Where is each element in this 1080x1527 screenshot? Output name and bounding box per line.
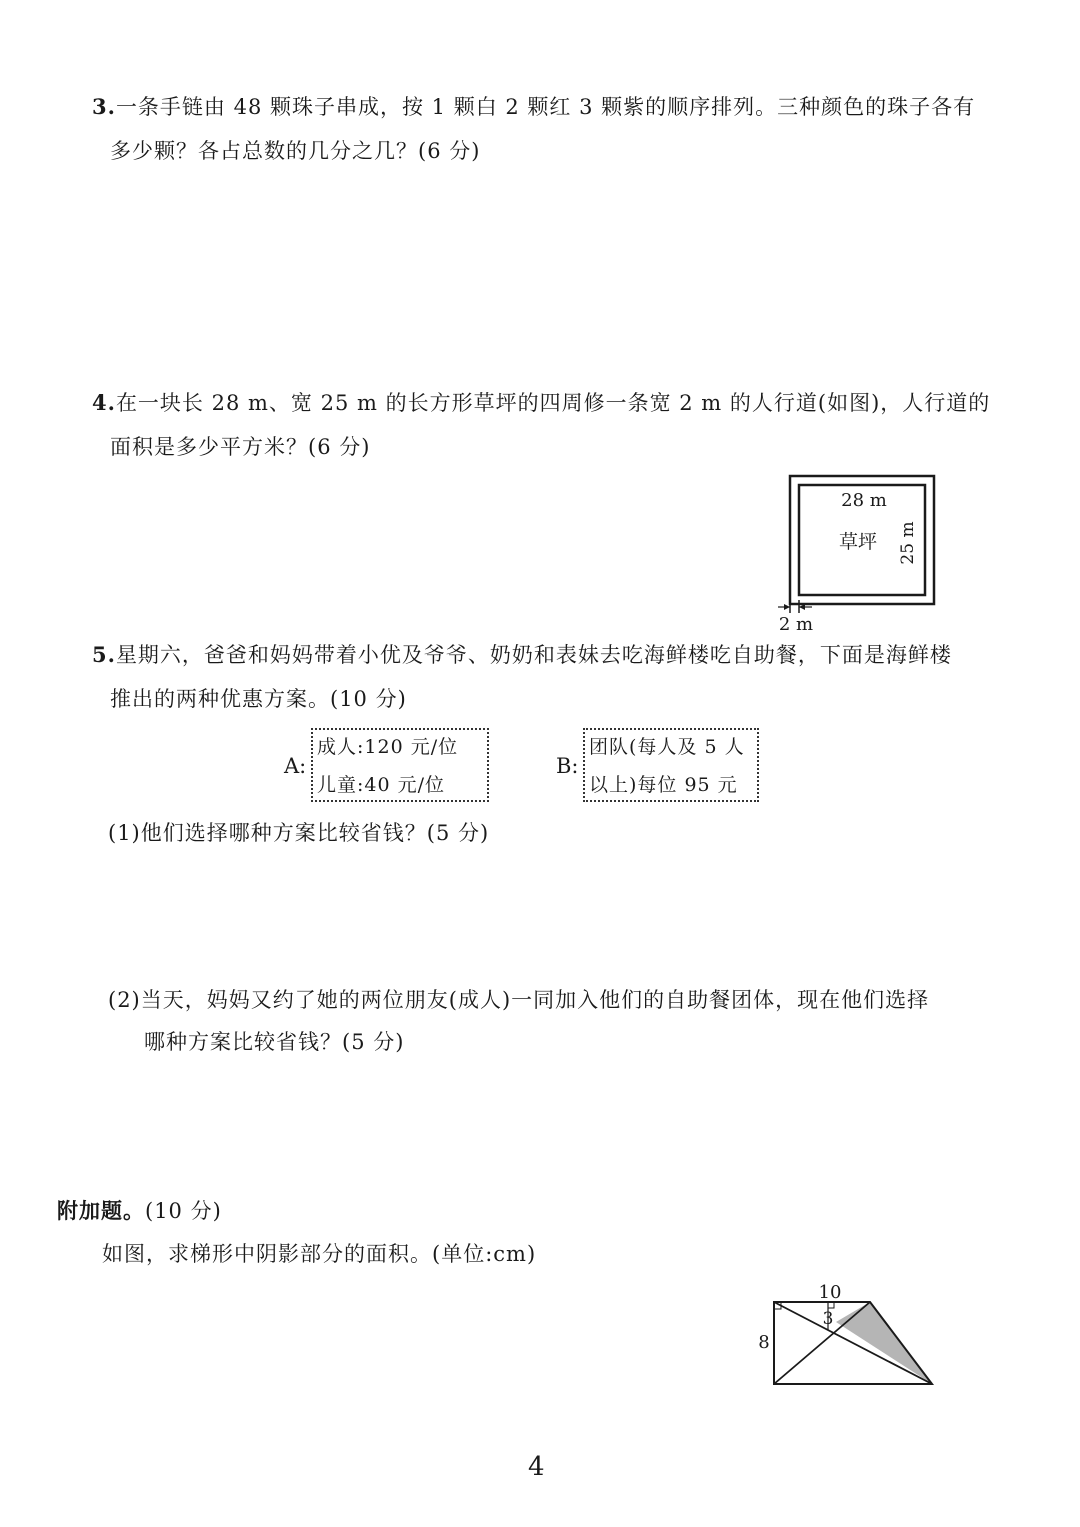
lawn-length-label: 28 m — [841, 490, 887, 511]
q5-sub2-line1: (2)当天，妈妈又约了她的两位朋友(成人)一同加入他们的自助餐团体，现在他们选择 — [108, 988, 930, 1012]
q5-text-1: 星期六，爸爸和妈妈带着小优及爷爷、奶奶和表妹去吃海鲜楼吃自助餐，下面是海鲜楼 — [115, 643, 952, 667]
plan-b-box — [583, 728, 759, 802]
bonus-points: (10 分) — [145, 1199, 222, 1223]
q4-line2: 面积是多少平方米？(6 分) — [110, 435, 371, 459]
q5-number: 5. — [92, 642, 116, 667]
q3-line1 — [92, 92, 975, 122]
trapezoid-figure — [750, 1278, 950, 1398]
bonus-question: 如图，求梯形中阴影部分的面积。(单位:cm) — [102, 1242, 537, 1266]
lawn-width-label: 25 m — [898, 521, 918, 565]
path-width-label: 2 m — [778, 614, 814, 635]
q4-text-1: 在一块长 28 m、宽 25 m 的长方形草坪的四周修一条宽 2 m 的人行道(如图)，人行道的 — [115, 391, 991, 415]
plan-a-box — [311, 728, 489, 802]
plan-a-label: A: — [284, 754, 307, 778]
q4-number: 4. — [92, 390, 116, 415]
bonus-title: 附加题。 — [57, 1198, 145, 1223]
bonus-title-line — [57, 1196, 222, 1226]
plan-b-line2: 以上)每位 95 元 — [589, 774, 738, 796]
q3-line2: 多少颗？各占总数的几分之几？(6 分) — [110, 139, 481, 163]
inner-height-label: 3 — [822, 1309, 834, 1329]
q3-number: 3. — [92, 94, 116, 119]
plan-b-line1: 团队(每人及 5 人 — [589, 736, 745, 758]
page-number: 4 — [528, 1452, 545, 1482]
q3-text-1: 一条手链由 48 颗珠子串成，按 1 颗白 2 颗红 3 颗紫的顺序排列。三种颜色的珠子各有 — [115, 95, 976, 119]
q5-sub1: (1)他们选择哪种方案比较省钱？(5 分) — [108, 821, 490, 845]
shaded-triangle — [836, 1302, 932, 1384]
plan-b-label: B: — [556, 754, 579, 778]
q5-line1 — [92, 640, 952, 670]
q5-sub2-line2: 哪种方案比较省钱？(5 分) — [144, 1030, 405, 1054]
plan-a-line2: 儿童:40 元/位 — [317, 774, 446, 796]
lawn-figure — [770, 468, 950, 638]
plan-a-line1: 成人:120 元/位 — [317, 736, 459, 758]
trapezoid-height-label: 8 — [758, 1332, 770, 1353]
top-base-label: 10 — [818, 1282, 842, 1303]
q4-line1 — [92, 388, 990, 418]
lawn-center-label: 草坪 — [838, 531, 878, 553]
q5-line2: 推出的两种优惠方案。(10 分) — [110, 687, 407, 711]
